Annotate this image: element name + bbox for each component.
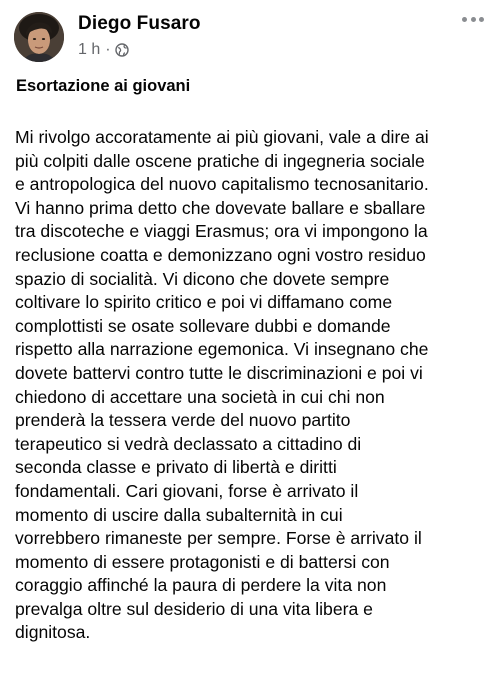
more-dot [471, 17, 476, 22]
more-dot [462, 17, 467, 22]
globe-icon[interactable] [115, 43, 129, 57]
more-options-icon[interactable] [462, 14, 484, 24]
post-meta [78, 40, 129, 60]
author-avatar[interactable] [14, 12, 64, 62]
author-name[interactable]: Diego Fusaro [78, 13, 201, 34]
avatar-image [14, 12, 64, 62]
more-dot [479, 17, 484, 22]
post-title: Esortazione ai giovani [16, 77, 191, 95]
post-time[interactable]: 1 h [78, 41, 101, 58]
meta-separator: · [105, 41, 111, 58]
post-body: Mi rivolgo accoratamente ai più giovani, vale a dire ai più colpiti dalle oscene pratiche di ingegneria sociale e antropologica del nuovo capitalismo tecnosanitario. Vi hanno prima detto che dovevate ballare e sballare tra discoteche e viaggi Erasmus; ora vi impongono la reclusione coatta e demonizzano ogni vostro residuo spazio di socialità. Vi dicono che dovete sempre coltivare lo spirito critico e poi vi diffamano come complottisti se osate sollevare dubbi e domande rispetto alla narrazione egemonica. Vi insegnano che dovete battervi contro tutte le discriminazioni e poi vi chiedono di accettare una società in cui chi non prenderà la tessera verde del nuovo partito terapeutico si vedrà declassato a cittadino di seconda classe e privato di libertà e diritti fondamentali. Cari giovani, forse è arrivato il momento di uscire dalla subalternità in cui vorrebbero rimaneste per sempre. Forse è arrivato il momento di essere protagonisti e di battersi con coraggio affinché la paura di perdere la vita non prevalga oltre sul desiderio di una vita libera e dignitosa. [15, 127, 429, 643]
